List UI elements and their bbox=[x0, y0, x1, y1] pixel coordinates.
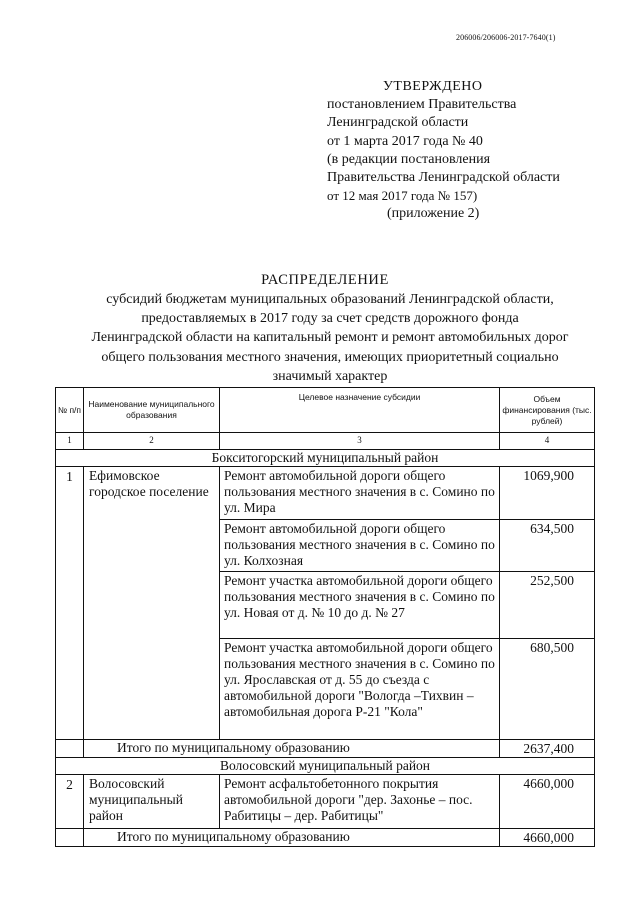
approval-line: постановлением Правительства bbox=[327, 97, 517, 113]
total-empty-cell bbox=[56, 828, 84, 846]
district-name: Волосовский муниципальный район bbox=[56, 757, 595, 774]
approval-line: Ленинградской области bbox=[327, 115, 469, 131]
subtitle-line: Ленинградской области на капитальный ремонт и ремонт автомобильных дорог bbox=[91, 330, 569, 346]
approval-line: от 12 мая 2017 года № 157) bbox=[327, 188, 478, 204]
municipality-name: Волосовский муниципальный район bbox=[84, 774, 220, 828]
table-row bbox=[56, 774, 595, 828]
column-number: 4 bbox=[500, 433, 595, 450]
approval-block bbox=[327, 78, 617, 224]
approval-line: от 1 марта 2017 года № 40 bbox=[327, 133, 483, 149]
subsidy-purpose: Ремонт асфальтобетонного покрытия автомобильной дороги "дер. Захонье – пос. Рабитицы – дер. Рабитицы" bbox=[220, 774, 500, 828]
subtitle-line: предоставляемых в 2017 году за счет средств дорожного фонда bbox=[141, 311, 519, 327]
total-label: Итого по муниципальному образованию bbox=[84, 828, 500, 846]
approval-line: Правительства Ленинградской области bbox=[327, 170, 560, 186]
municipality-name: Ефимовское городское поселение bbox=[84, 467, 220, 740]
row-number: 2 bbox=[56, 774, 84, 828]
subsidy-amount: 252,500 bbox=[500, 571, 595, 638]
subsidy-purpose: Ремонт участка автомобильной дороги общего пользования местного значения в с. Сомино по ул. Ярославская от д. 55 до съезда с автомобильной дороги "Вологда –Тихвин – автомобильная дорога Р-21 "Кола" bbox=[220, 638, 500, 739]
header-name: Наименование муниципального образования bbox=[84, 388, 220, 433]
row-number: 1 bbox=[56, 467, 84, 740]
approval-heading: УТВЕРЖДЕНО bbox=[383, 79, 483, 94]
column-number: 3 bbox=[220, 433, 500, 450]
column-number: 1 bbox=[56, 433, 84, 450]
table-header-row bbox=[56, 388, 595, 433]
subtitle-line: субсидий бюджетам муниципальных образований Ленинградской области, bbox=[106, 292, 554, 307]
subsidy-purpose: Ремонт автомобильной дороги общего пользования местного значения в с. Сомино по ул. Мира bbox=[220, 467, 500, 520]
column-number-row bbox=[56, 433, 595, 450]
document-number: 206006/206006-2017-7640(1) bbox=[456, 33, 556, 42]
subsidy-amount: 4660,000 bbox=[500, 774, 595, 828]
total-amount: 4660,000 bbox=[500, 828, 595, 846]
subsidy-amount: 680,500 bbox=[500, 638, 595, 739]
header-num: № п/п bbox=[56, 388, 84, 433]
header-purpose: Целевое назначение субсидии bbox=[220, 388, 500, 433]
subtitle-line: значимый характер bbox=[272, 368, 388, 384]
subsidy-amount: 1069,900 bbox=[500, 467, 595, 520]
subsidy-table bbox=[55, 387, 595, 847]
column-number: 2 bbox=[84, 433, 220, 450]
subtitle-line: общего пользования местного значения, имеющих приоритетный социально bbox=[101, 349, 559, 365]
district-row bbox=[56, 450, 595, 467]
approval-line: (в редакции постановления bbox=[327, 151, 491, 167]
annex-label: (приложение 2) bbox=[387, 206, 480, 222]
document-title: РАСПРЕДЕЛЕНИЕ bbox=[261, 272, 389, 288]
total-label: Итого по муниципальному образованию bbox=[84, 739, 500, 757]
subsidy-purpose: Ремонт автомобильной дороги общего пользования местного значения в с. Сомино по ул. Колхозная bbox=[220, 520, 500, 572]
district-name: Бокситогорский муниципальный район bbox=[56, 450, 595, 467]
total-row bbox=[56, 739, 595, 757]
subsidy-purpose: Ремонт участка автомобильной дороги общего пользования местного значения в с. Сомино по ул. Новая от д. № 10 до д. № 27 bbox=[220, 571, 500, 638]
total-empty-cell bbox=[56, 739, 84, 757]
document-subtitle bbox=[60, 290, 600, 386]
header-amount: Объем финансирования (тыс. рублей) bbox=[500, 388, 595, 433]
district-row bbox=[56, 757, 595, 774]
table-row bbox=[56, 467, 595, 520]
total-amount: 2637,400 bbox=[500, 739, 595, 757]
subsidy-amount: 634,500 bbox=[500, 520, 595, 572]
total-row bbox=[56, 828, 595, 846]
